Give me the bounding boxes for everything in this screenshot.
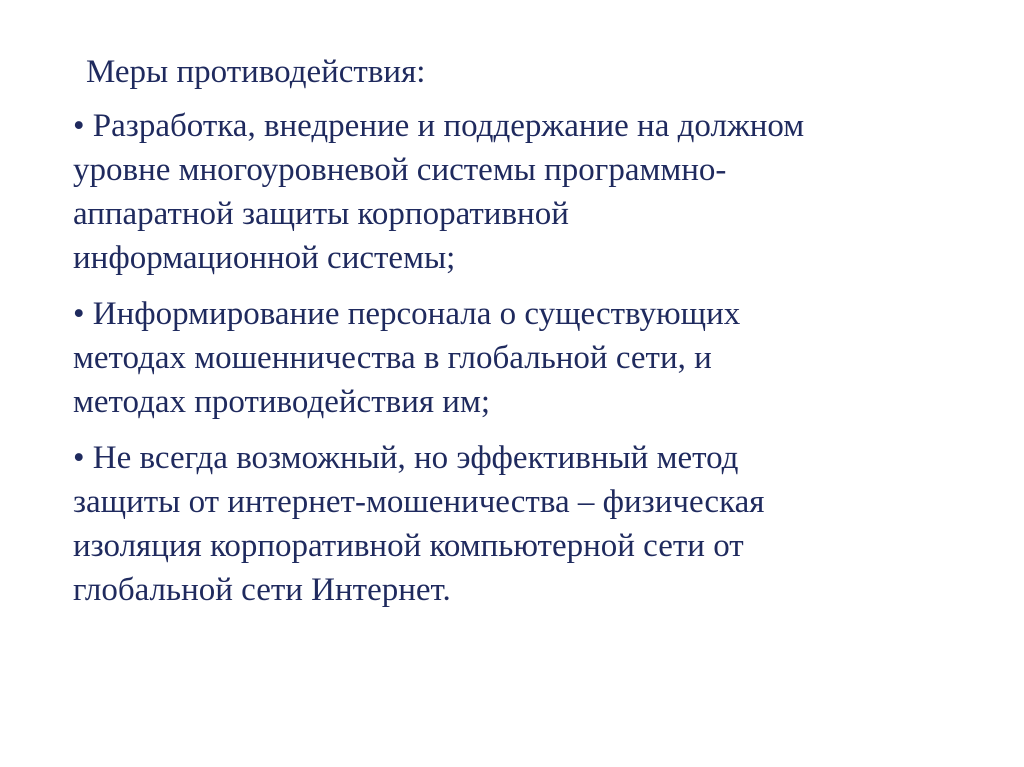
slide-heading: Меры противодействия: (86, 54, 426, 90)
bullet-item-1 (73, 104, 973, 280)
bullet-item-3 (73, 436, 973, 612)
bullet-line: методах мошенничества в глобальной сети, и (73, 340, 712, 376)
bullet-line: информационной системы; (73, 240, 456, 276)
bullet-item-2 (73, 292, 973, 424)
bullet-line: • Не всегда возможный, но эффективный метод (73, 440, 739, 476)
bullet-list (73, 104, 973, 624)
bullet-line: глобальной сети Интернет. (73, 572, 451, 608)
bullet-line: уровне многоуровневой системы программно- (73, 152, 727, 188)
bullet-line: методах противодействия им; (73, 384, 491, 420)
bullet-line: аппаратной защиты корпоративной (73, 196, 569, 232)
bullet-line: защиты от интернет-мошеничества – физическая (73, 484, 765, 520)
bullet-line: • Разработка, внедрение и поддержание на должном (73, 108, 805, 144)
bullet-line: • Информирование персонала о существующих (73, 296, 741, 332)
bullet-line: изоляция корпоративной компьютерной сети от (73, 528, 744, 564)
